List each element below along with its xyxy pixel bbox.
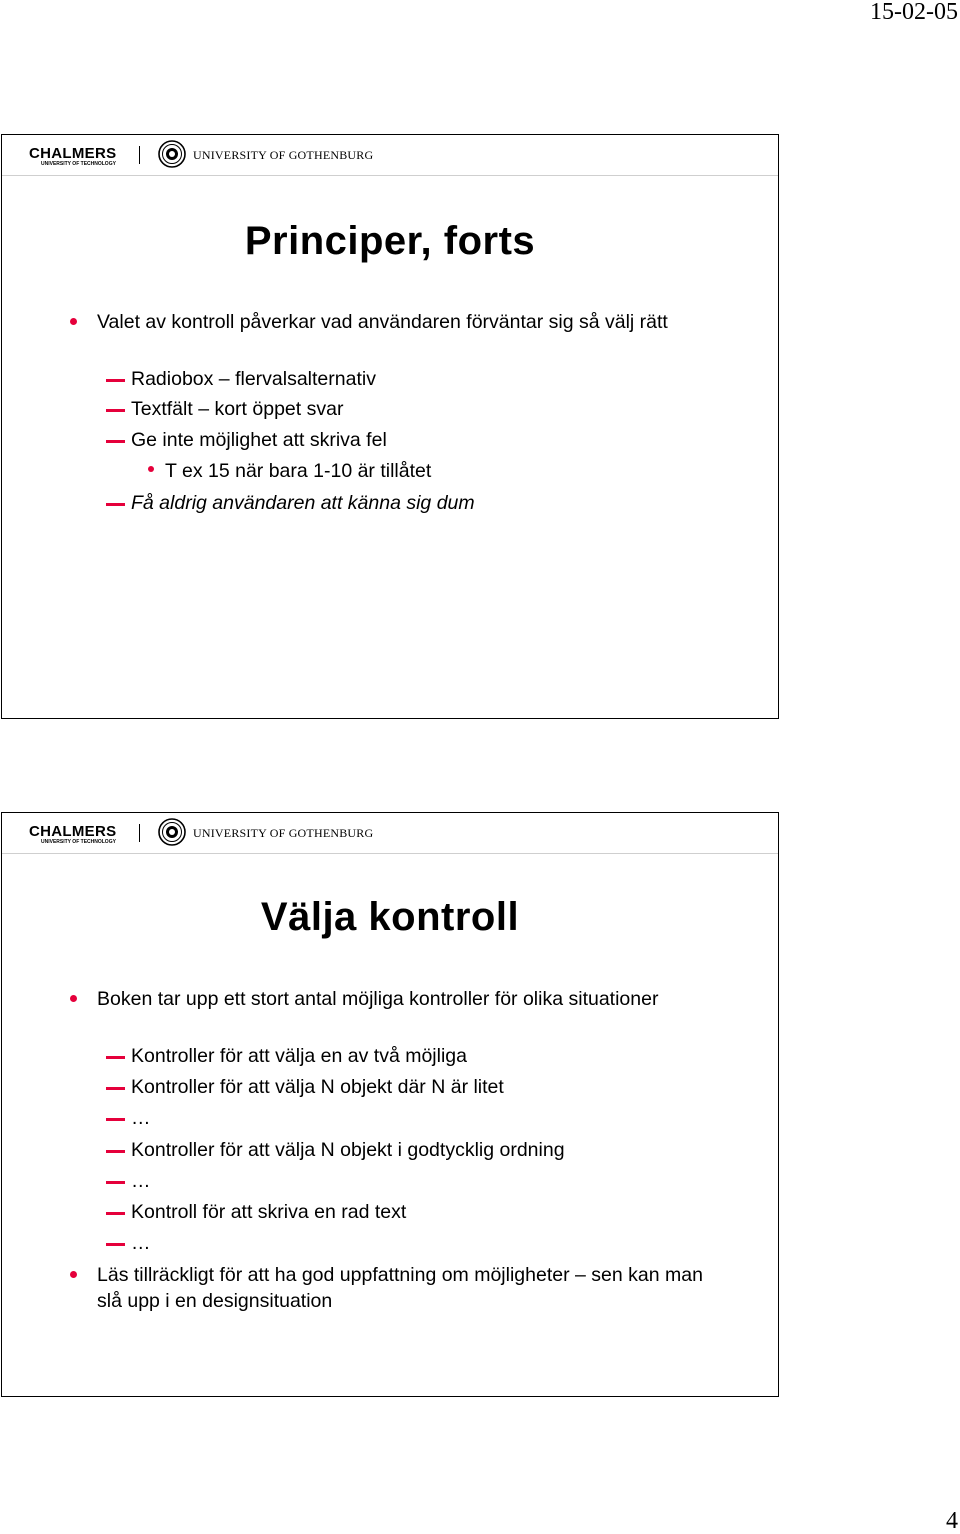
- dash-icon: [106, 1212, 125, 1215]
- header-divider: [139, 824, 140, 842]
- item-text: Kontroller för att välja N objekt där N är litet: [131, 1076, 504, 1098]
- item-text: Läs tillräckligt för att ha god uppfattning om möjligheter – sen kan man slå upp i en designsituation: [97, 1264, 703, 1312]
- dash-icon: [106, 1056, 125, 1059]
- item-text: Boken tar upp ett stort antal möjliga kontroller för olika situationer: [97, 988, 659, 1010]
- list-item: [165, 458, 431, 484]
- list-item: [131, 490, 475, 516]
- item-text: T ex 15 när bara 1-10 är tillåtet: [165, 460, 432, 482]
- item-text: Kontroller för att välja en av två möjliga: [131, 1045, 467, 1067]
- list-item: [131, 1074, 504, 1100]
- chalmers-subtitle: UNIVERSITY OF TECHNOLOGY: [41, 161, 116, 167]
- gothenburg-seal-icon: [158, 140, 186, 168]
- chalmers-wordmark: CHALMERS: [29, 823, 117, 840]
- item-text: Få aldrig användaren att känna sig dum: [131, 492, 475, 514]
- dash-icon: [106, 379, 125, 382]
- chalmers-wordmark: CHALMERS: [29, 145, 117, 162]
- header-divider: [139, 146, 140, 164]
- list-item: [131, 427, 387, 453]
- list-item: [97, 309, 717, 335]
- list-item: [131, 1230, 151, 1256]
- list-item: [131, 1105, 151, 1131]
- chalmers-logo: [29, 146, 116, 168]
- dash-icon: [106, 440, 125, 443]
- gothenburg-wordmark: UNIVERSITY OF GOTHENBURG: [193, 148, 374, 162]
- list-item: [97, 1262, 717, 1314]
- dash-icon: [106, 1150, 125, 1153]
- chalmers-subtitle: UNIVERSITY OF TECHNOLOGY: [41, 839, 116, 845]
- bullet-icon: [148, 466, 154, 472]
- slide-2: [1, 812, 779, 1397]
- item-text: Valet av kontroll påverkar vad användaren förväntar sig så välj rätt: [97, 311, 668, 333]
- chalmers-logo: [29, 824, 116, 846]
- dash-icon: [106, 1087, 125, 1090]
- item-text: …: [131, 1107, 151, 1129]
- list-item: [131, 1043, 467, 1069]
- dash-icon: [106, 409, 125, 412]
- item-text: Kontroller för att välja N objekt i godtycklig ordning: [131, 1139, 565, 1161]
- page-date: 15-02-05: [870, 0, 958, 25]
- list-item: [131, 1137, 565, 1163]
- slide-1: [1, 134, 779, 719]
- dash-icon: [106, 1243, 125, 1246]
- list-item: [131, 366, 376, 392]
- item-text: Radiobox – flervalsalternativ: [131, 368, 376, 390]
- item-text: Kontroll för att skriva en rad text: [131, 1201, 407, 1223]
- bullet-icon: [70, 1271, 77, 1278]
- item-text: Ge inte möjlighet att skriva fel: [131, 429, 387, 451]
- list-item: [97, 986, 717, 1012]
- slide-title: Välja kontroll: [260, 895, 520, 939]
- item-text: …: [131, 1232, 151, 1254]
- list-item: [131, 396, 343, 422]
- slide-header: [2, 813, 778, 854]
- slide-header: [2, 135, 778, 176]
- item-text: …: [131, 1170, 151, 1192]
- bullet-icon: [70, 995, 77, 1002]
- page-number: 4: [946, 1508, 958, 1534]
- dash-icon: [106, 1118, 125, 1121]
- dash-icon: [106, 1181, 125, 1184]
- gothenburg-wordmark: UNIVERSITY OF GOTHENBURG: [193, 826, 374, 840]
- slide-title: Principer, forts: [244, 219, 536, 263]
- list-item: [131, 1168, 151, 1194]
- item-text: Textfält – kort öppet svar: [131, 398, 344, 420]
- gothenburg-seal-icon: [158, 818, 186, 846]
- list-item: [131, 1199, 406, 1225]
- dash-icon: [106, 503, 125, 506]
- bullet-icon: [70, 318, 77, 325]
